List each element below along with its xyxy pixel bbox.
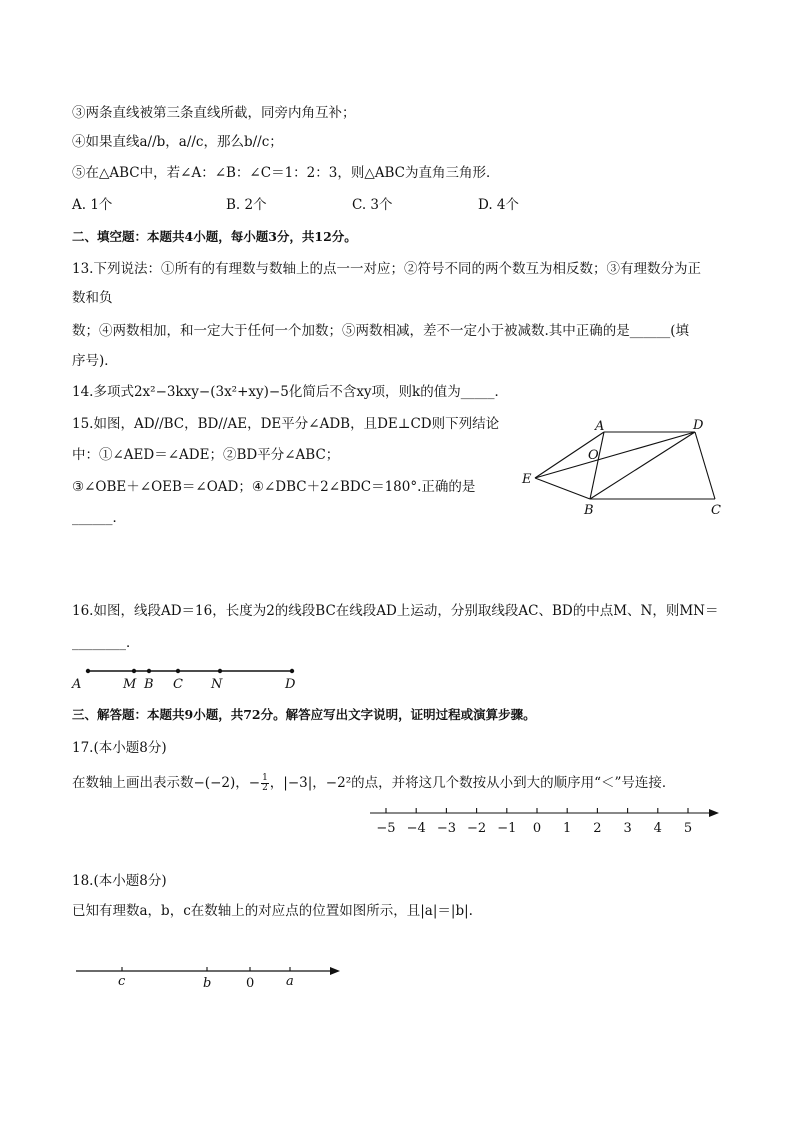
q18-header: 18.(本小题8分) [72, 873, 167, 889]
q17-text-after: ，|−3|，−2²的点，并将这几个数按从小到大的顺序用“＜”号连接． [269, 775, 676, 791]
statement-3: ③两条直线被第三条直线所截，同旁内角互补； [72, 105, 356, 121]
label-c: C [173, 677, 183, 692]
label-d: D [285, 677, 296, 692]
segment-dc [695, 432, 715, 499]
statement-5: ⑤在△ABC中，若∠A：∠B：∠C＝1：2：3，则△ABC为直角三角形． [72, 165, 500, 181]
segment-ed [535, 432, 695, 478]
q16-line-1: 16.如图，线段AD＝16，长度为2的线段BC在线段AD上运动，分别取线段AC、BD的中点M、N，则MN＝ [72, 603, 719, 619]
tick-label: 4 [653, 821, 662, 836]
q17-text [72, 774, 675, 793]
point-a [86, 669, 90, 673]
point-m [132, 669, 136, 673]
label-e: E [522, 472, 532, 487]
q15-geometry-figure [510, 410, 740, 525]
tick-label: 5 [683, 821, 693, 836]
q16-line-2: ________． [72, 635, 140, 651]
fraction-one-half [261, 774, 269, 793]
q15-line-2: 中：①∠AED＝∠ADE；②BD平分∠ABC； [72, 447, 340, 463]
q17-number-line [366, 800, 726, 840]
segment-eb [535, 478, 590, 499]
number-line-arrow [330, 967, 340, 975]
point-d [290, 669, 294, 673]
label-a: A [595, 419, 605, 434]
label-b: B [584, 503, 594, 518]
label-zero: 0 [246, 976, 255, 991]
fraction-denominator: 2 [262, 783, 268, 793]
q13-line-1: 13.下列说法：①所有的有理数与数轴上的点一一对应；②符号不同的两个数互为相反数；③有理数分为正 [72, 261, 701, 277]
section-3-heading: 三、解答题：本题共9小题，共72分。解答应写出文字说明，证明过程或演算步骤。 [72, 707, 536, 722]
point-b [147, 669, 151, 673]
q16-segment-figure [66, 660, 316, 694]
label-a: a [286, 974, 294, 989]
q14-text: 14.多项式2x²−3kxy−(3x²+xy)−5化简后不含xy项，则k的值为_____． [72, 384, 508, 400]
tick-label: −2 [467, 821, 487, 836]
tick-label: 2 [593, 821, 602, 836]
fraction-numerator: 1 [262, 773, 268, 783]
tick-label: −4 [406, 821, 426, 836]
choice-c: C. 3个 [352, 197, 393, 213]
q13-line-3: 数；④两数相加，和一定大于任何一个加数；⑤两数相减，差不一定小于被减数.其中正确的是______(填 [72, 323, 690, 339]
q17-text-before: 在数轴上画出表示数−(−2)，− [72, 775, 261, 791]
label-a: A [72, 677, 82, 692]
q13-line-4: 序号)． [72, 353, 118, 369]
choice-b: B. 2个 [226, 197, 267, 213]
tick-label: −3 [436, 821, 456, 836]
section-2-heading: 二、填空题：本题共4小题，每小题3分，共12分。 [72, 229, 357, 244]
label-c: c [118, 974, 126, 989]
tick-label: −1 [497, 821, 517, 836]
point-n [218, 669, 222, 673]
segment-ab [590, 432, 604, 499]
number-line-arrow [709, 809, 719, 817]
q15-line-4: ______． [72, 510, 126, 526]
tick-label: 0 [532, 821, 542, 836]
label-o: O [588, 448, 599, 463]
label-b: B [144, 677, 154, 692]
q15-line-3: ③∠OBE＋∠OEB＝∠OAD；④∠DBC＋2∠BDC＝180°.正确的是 [72, 479, 476, 495]
label-m: M [123, 677, 137, 692]
label-d: D [693, 418, 704, 433]
q17-header: 17.(本小题8分) [72, 740, 167, 756]
q18-text: 已知有理数a，b，c在数轴上的对应点的位置如图所示，且|a|＝|b|. [72, 903, 473, 919]
q15-line-1: 15.如图，AD//BC，BD//AE，DE平分∠ADB，且DE⊥CD则下列结论 [72, 416, 500, 432]
choice-d: D. 4个 [478, 197, 520, 213]
q13-line-2: 数和负 [72, 290, 113, 306]
label-n: N [211, 677, 223, 692]
q18-number-line [72, 960, 347, 996]
label-b: b [203, 976, 212, 991]
label-c: C [711, 503, 721, 518]
statement-4: ④如果直线a//b，a//c，那么b//c； [72, 134, 283, 150]
choice-a: A. 1个 [72, 197, 113, 213]
point-c [176, 669, 180, 673]
tick-label: −5 [376, 821, 396, 836]
tick-label: 3 [623, 821, 632, 836]
segment-bd [590, 432, 695, 499]
tick-label: 1 [563, 821, 572, 836]
